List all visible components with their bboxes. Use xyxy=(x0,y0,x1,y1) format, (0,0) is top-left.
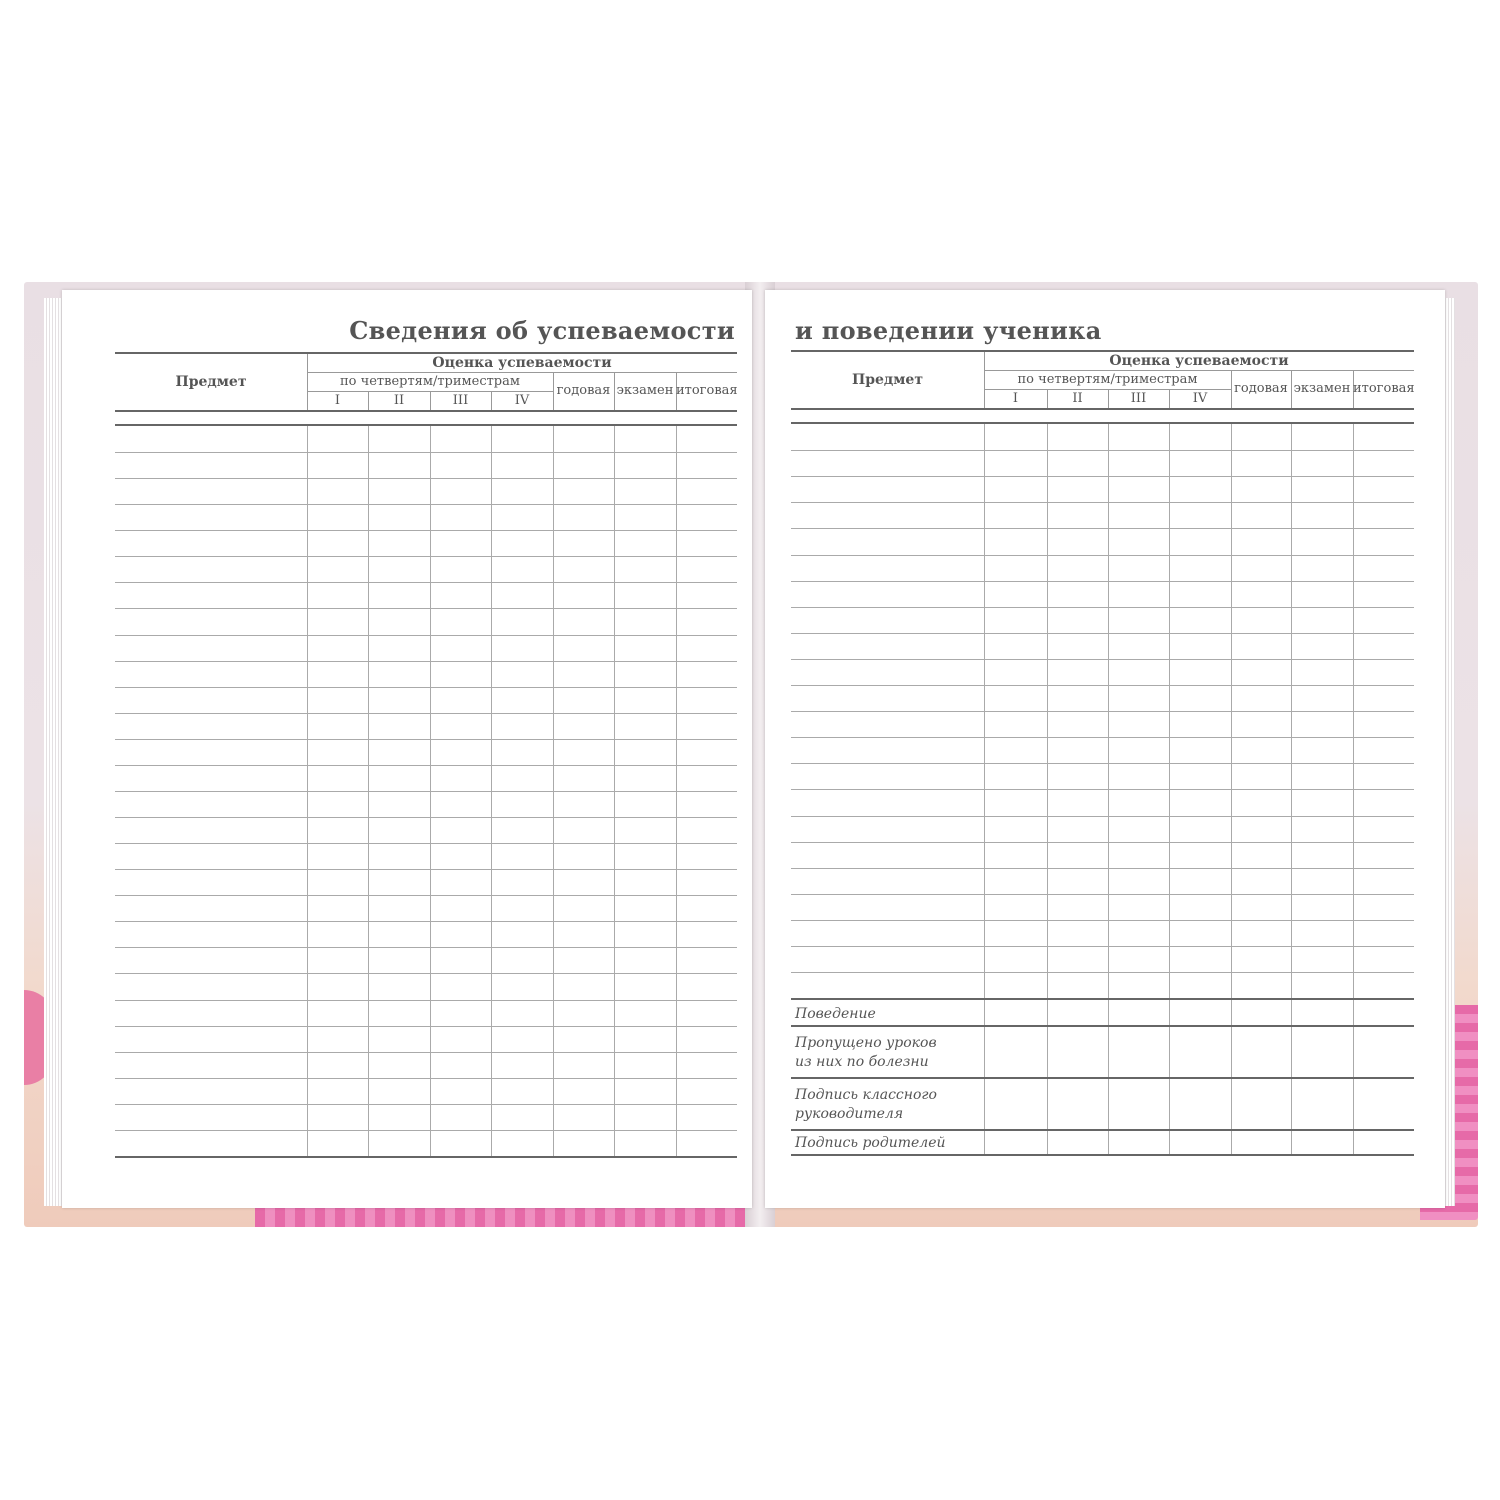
grid-row-line xyxy=(115,895,737,896)
header-grades: Оценка успеваемости xyxy=(432,355,612,371)
grid-row-line xyxy=(115,635,737,636)
grid-row-line xyxy=(791,528,1414,529)
cover-pattern-bottom xyxy=(255,1208,745,1227)
header-subject: Предмет xyxy=(175,374,247,390)
grid-row-line xyxy=(791,1077,1414,1079)
grid-row-line xyxy=(115,765,737,766)
right-page-title: и поведении ученика xyxy=(795,316,1102,345)
header-final: итоговая xyxy=(676,383,738,398)
grid-row-line xyxy=(115,1104,737,1105)
grid-row-line xyxy=(791,894,1414,895)
missed-lessons-label: Пропущено уроков из них по болезни xyxy=(795,1035,937,1070)
grid-row-line xyxy=(115,556,737,557)
grid-row-line xyxy=(791,972,1414,973)
header-quarter-4: IV xyxy=(1192,391,1208,406)
behavior-label: Поведение xyxy=(795,1006,876,1022)
header-quarter-4: IV xyxy=(514,393,530,408)
grid-row-line xyxy=(115,817,737,818)
header-periods: по четвертям/триместрам xyxy=(340,374,520,389)
grid-row-line xyxy=(791,763,1414,764)
grid-row-line xyxy=(791,476,1414,477)
grid-row-line xyxy=(115,869,737,870)
grid-row-line xyxy=(791,1129,1414,1131)
grid-row-line xyxy=(115,1052,737,1053)
grid-row-line xyxy=(115,687,737,688)
grid-row-line xyxy=(791,842,1414,843)
grid-row-line xyxy=(791,555,1414,556)
grid-row-line xyxy=(115,530,737,531)
grid-row-line xyxy=(791,502,1414,503)
grid-row-line xyxy=(791,581,1414,582)
grid-row-line xyxy=(791,737,1414,738)
left-table-header xyxy=(115,352,737,412)
header-periods: по четвертям/триместрам xyxy=(1017,372,1198,387)
grid-row-line xyxy=(115,921,737,922)
grid-row-line xyxy=(115,947,737,948)
header-quarter-1: I xyxy=(334,393,341,408)
grid-row-line xyxy=(791,633,1414,634)
grid-row-line xyxy=(115,739,737,740)
grid-row-line xyxy=(115,791,737,792)
header-quarter-2: II xyxy=(393,393,405,408)
grid-row-line xyxy=(791,607,1414,608)
grid-row-line xyxy=(115,1130,737,1131)
left-grades-grid xyxy=(115,424,737,1158)
grid-row-line xyxy=(115,713,737,714)
header-quarter-1: I xyxy=(1012,391,1019,406)
header-annual: годовая xyxy=(556,383,611,398)
header-exam: экзамен xyxy=(1293,381,1351,396)
right-table-header xyxy=(791,350,1414,410)
grid-row-line xyxy=(115,1000,737,1001)
grid-row-line xyxy=(115,661,737,662)
grid-row-line xyxy=(115,1026,737,1027)
grid-row-line xyxy=(115,608,737,609)
teacher-signature-label: Подпись классного руководителя xyxy=(795,1087,937,1122)
grid-row-line xyxy=(791,816,1414,817)
grid-row-line xyxy=(791,1025,1414,1027)
header-quarter-2: II xyxy=(1072,391,1083,406)
parents-signature-label: Подпись родителей xyxy=(795,1135,946,1151)
header-grades: Оценка успеваемости xyxy=(1109,353,1289,369)
grid-row-line xyxy=(115,478,737,479)
grid-row-line xyxy=(791,789,1414,790)
header-final: итоговая xyxy=(1353,381,1415,396)
grid-row-line xyxy=(115,582,737,583)
grid-row-line xyxy=(115,843,737,844)
right-grades-grid xyxy=(791,422,1414,1156)
grid-row-line xyxy=(791,450,1414,451)
header-exam: экзамен xyxy=(616,383,674,398)
grid-row-line xyxy=(791,659,1414,660)
header-subject: Предмет xyxy=(852,372,923,388)
grid-row-line xyxy=(791,868,1414,869)
header-quarter-3: III xyxy=(1130,391,1147,406)
header-annual: годовая xyxy=(1234,381,1288,396)
grid-row-line xyxy=(791,685,1414,686)
grid-row-line xyxy=(791,711,1414,712)
grid-row-line xyxy=(115,504,737,505)
left-page-title: Сведения об успеваемости xyxy=(349,316,735,345)
grid-row-line xyxy=(791,998,1414,1000)
grid-row-line xyxy=(791,920,1414,921)
page-stack-left xyxy=(44,298,64,1206)
grid-row-line xyxy=(115,1078,737,1079)
header-quarter-3: III xyxy=(452,393,469,408)
grid-row-line xyxy=(115,452,737,453)
grid-row-line xyxy=(791,946,1414,947)
grid-row-line xyxy=(115,973,737,974)
